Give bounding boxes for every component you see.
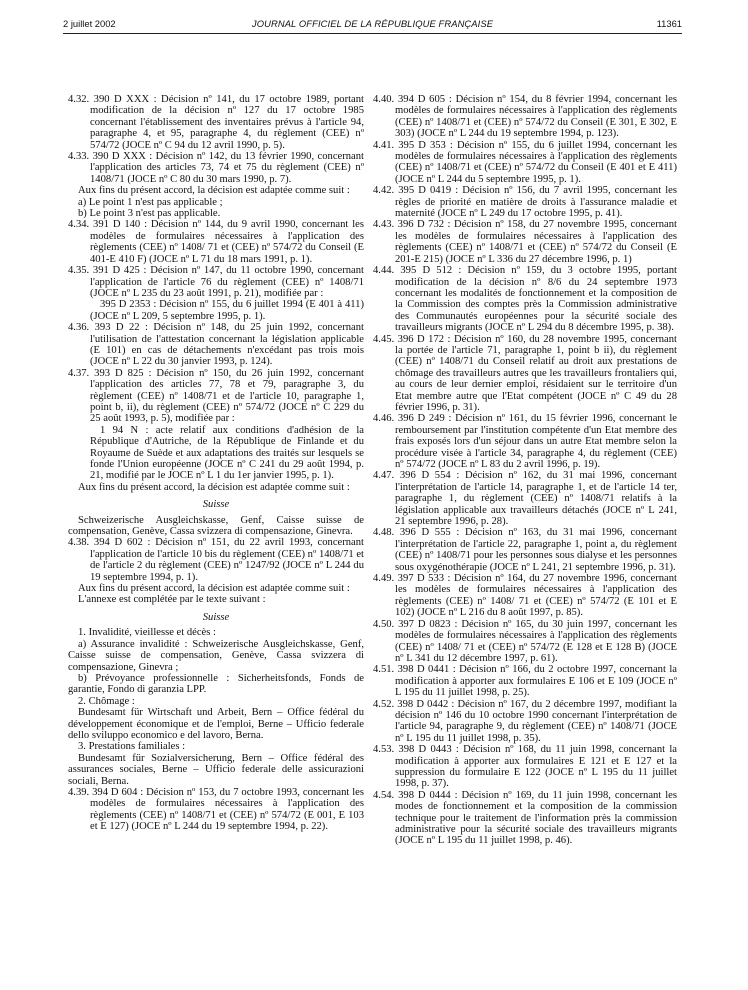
decision-entry: 4.54. 398 D 0444 : Décision nº 169, du 11 juin 1998, concernant les modes de fonctionnement et la composition de la commission technique pour le traitement de l'information près la commission administrative pour la sécurité sociale des travailleurs migrants (JOCE nº L 195 du 11 juillet 1998, p. 46). (373, 789, 677, 847)
decision-entry: 4.40. 394 D 605 : Décision nº 154, du 8 février 1994, concernant les modèles de formulaires nécessaires à l'application des règlements (CEE) nº 1408/71 et (CEE) nº 574/72 du Conseil (E 301, E 302, E 303) (JOCE nº L 244 du 19 septembre 1994, p. 123). (373, 94, 677, 140)
paragraph: a) Assurance invalidité : Schweizerische Ausgleichskasse, Genf, Caisse suisse de compensation, Genève, Cassa svizzera di compensazione, Ginevra ; (68, 638, 364, 673)
header-page-number: 11361 (656, 18, 682, 29)
paragraph: Bundesamt für Wirtschaft und Arbeit, Bern – Office fédéral du développement économique et de l'emploi, Berne – Ufficio federale dello sviluppo economico e del lavoro, Berna. (68, 707, 364, 741)
decision-entry: 4.48. 396 D 555 : Décision nº 163, du 31 mai 1996, concernant l'interprétation de l'article 22, paragraphe 1, point a, du règlement (CEE) nº 1408/71 pour les personnes sous dialyse et les personnes sous oxygénothérapie (JOCE nº L 241, 21 septembre 1996, p. 31). (373, 527, 677, 573)
paragraph: 2. Chômage : (78, 695, 135, 707)
decision-entry: 4.35. 391 D 425 : Décision nº 147, du 11 octobre 1990, concernant l'application de l'article 76 du règlement (CEE) nº 1408/71 (JOCE nº L 235 du 23 août 1991, p. 21), modifiée par : (68, 265, 364, 299)
decision-entry: 4.34. 391 D 140 : Décision nº 144, du 9 avril 1990, concernant les modèles de formulaires nécessaires à l'application des règlements (CEE) nº 1408/ 71 et (CEE) nº 574/72 du Conseil (E 401-E 410 F) (JOCE nº L 71 du 18 mars 1991, p. 1). (68, 219, 364, 265)
left-column (68, 94, 364, 833)
header-title: JOURNAL OFFICIEL DE LA RÉPUBLIQUE FRANÇAISE (251, 18, 494, 29)
page-header (63, 18, 682, 32)
decision-entry: 4.32. 390 D XXX : Décision nº 141, du 17 octobre 1989, portant modification de la décision nº 127 du 17 octobre 1985 concernant l'établissement des inventaires prévus à l'article 94, paragraphe 4, et 95, paragraphe 4, du règlement (CEE) nº 574/72 (JOCE nº C 94 du 12 avril 1990, p. 5). (68, 94, 364, 151)
decision-entry: 4.47. 396 D 554 : Décision nº 162, du 31 mai 1996, concernant l'interprétation de l'article 14, paragraphe 1, et de l'article 14 ter, paragraphe 1, du règlement (CEE) nº 1408/71 relatifs à la législation applicable aux travailleurs détachés (JOCE nº L 241, 21 septembre 1996, p. 28). (373, 470, 677, 528)
paragraph: Aux fins du présent accord, la décision est adaptée comme suit : (78, 481, 350, 493)
paragraph: L'annexe est complétée par le texte suivant : (78, 594, 266, 606)
paragraph: a) Le point 1 n'est pas applicable ; (78, 196, 223, 208)
paragraph: Schweizerische Ausgleichskasse, Genf, Caisse suisse de compensation, Genève, Cassa svizzera di compensazione, Ginevra. (68, 514, 364, 538)
paragraph: b) Prévoyance professionnelle : Sicherheitsfonds, Fonds de garantie, Fondo di garanzia LPP. (68, 672, 364, 696)
decision-entry: 4.49. 397 D 533 : Décision nº 164, du 27 novembre 1996, concernant les modèles de formulaires nécessaires à l'application des règlements (CEE) nº 1408/ 71 et (CEE) nº 574/72 (E 101 et E 102) (JOCE nº L 216 du 8 août 1997, p. 85). (373, 573, 677, 619)
decision-entry: 4.53. 398 D 0443 : Décision nº 168, du 11 juin 1998, concernant la modification à apporter aux formulaires E 121 et E 127 et la suppression du formulaire E 122 (JOCE nº L 195 du 11 juillet 1998, p. 37). (373, 744, 677, 790)
decision-entry: 4.42. 395 D 0419 : Décision nº 156, du 7 avril 1995, concernant les règles de priorité en matière de droits à l'assurance maladie et maternité (JOCE nº L 249 du 17 octobre 1995, p. 41). (373, 185, 677, 220)
section-heading: Suisse (202, 499, 230, 511)
decision-entry: 4.45. 396 D 172 : Décision nº 160, du 28 novembre 1995, concernant la portée de l'article 71, paragraphe 1, point b ii), du règlement (CEE) nº 1408/71 du Conseil relatif au droit aux prestations de chômage des travailleurs autres que les travailleurs frontaliers qui, au cours de leur dernier emploi, résidaient sur le territoire d'un Etat membre autre que l'Etat compétent (JOCE nº C 49 du 28 février 1996, p. 31). (373, 333, 677, 413)
paragraph: Aux fins du présent accord, la décision est adaptée comme suit : (78, 583, 350, 595)
decision-entry: 4.50. 397 D 0823 : Décision nº 165, du 30 juin 1997, concernant les modèles de formulaires nécessaires à l'application des règlements (CEE) nº 1408/ 71 et (CEE) nº 574/72 (E 128 et E 128 B) (JOCE nº L 341 du 12 décembre 1997, p. 61). (373, 618, 677, 664)
decision-entry: 4.43. 396 D 732 : Décision nº 158, du 27 novembre 1995, concernant les modèles de formulaires nécessaires à l'application des règlements (CEE) nº 1408/71 et (CEE) nº 574/72 du Conseil (E 201-E 215) (JOCE nº L 336 du 27 décembre 1996, p. 1) (373, 219, 677, 265)
decision-entry: 4.33. 390 D XXX : Décision nº 142, du 13 février 1990, concernant l'application des articles 73, 74 et 75 du règlement (CEE) nº 1408/71 (JOCE nº C 80 du 30 mars 1990, p. 7). (68, 151, 364, 185)
paragraph: 1 94 N : acte relatif aux conditions d'adhésion de la République d'Autriche, de la République de Finlande et du Royaume de Suède et aux adaptations des traités sur lesquels se fonde l'Union européenne (JOCE nº C 241 du 29 août 1994, p. 21, modifié par le JOCE nº L 1 du 1er janvier 1995, p. 1). (90, 424, 364, 482)
paragraph: Aux fins du présent accord, la décision est adaptée comme suit : (78, 185, 350, 197)
header-rule (63, 33, 682, 34)
decision-entry: 4.51. 398 D 0441 : Décision nº 166, du 2 octobre 1997, concernant la modification à apporter aux formulaires E 106 et E 109 (JOCE nº L 195 du 11 juillet 1998, p. 25). (373, 664, 677, 699)
decision-entry: 4.39. 394 D 604 : Décision nº 153, du 7 octobre 1993, concernant les modèles de formulaires nécessaires à l'application des règlements (CEE) nº 1408/71 et (CEE) nº 574/72 (E 001, E 103 et E 127) (JOCE nº L 244 du 19 septembre 1994, p. 22). (68, 786, 364, 833)
paragraph: Bundesamt für Sozialversicherung, Bern – Office fédéral des assurances sociales, Berne – Ufficio federale delle assicurazioni sociali, Berna. (68, 752, 364, 787)
paragraph: 3. Prestations familiales : (78, 741, 186, 753)
decision-entry: 4.46. 396 D 249 : Décision nº 161, du 15 février 1996, concernant le remboursement par l'institution compétente d'un Etat membre des frais exposés lors d'un séjour dans un autre Etat membre selon la procédure visée à l'article 34, paragraphe 4, du règlement (CEE) nº 574/72 (JOCE nº L 83 du 2 avril 1996, p. 19). (373, 413, 677, 470)
decision-entry: 4.36. 393 D 22 : Décision nº 148, du 25 juin 1992, concernant l'utilisation de l'attestation concernant la législation applicable (E 101) en cas de détachements n'excédant pas trois mois (JOCE nº L 22 du 30 janvier 1993, p. 124). (68, 322, 364, 368)
decision-entry: 4.41. 395 D 353 : Décision nº 155, du 6 juillet 1994, concernant les modèles de formulaires nécessaires à l'application des règlements (CEE) nº 1408/71 et (CEE) nº 574/72 du Conseil (E 401 et E 411) (JOCE nº L 244 du 5 septembre 1995, p. 1). (373, 139, 677, 185)
decision-entry: 4.37. 393 D 825 : Décision nº 150, du 26 juin 1992, concernant l'application des articles 77, 78 et 79, paragraphe 3, du règlement (CEE) nº 1408/71 et de l'article 10, paragraphe 1, point b, ii), du règlement (CEE) nº 574/72 (JOCE nº C 229 du 25 août 1993, p. 5), modifiée par : (68, 367, 364, 425)
paragraph: b) Le point 3 n'est pas applicable. (78, 208, 221, 220)
section-heading: Suisse (202, 611, 230, 623)
header-date: 2 juillet 2002 (63, 18, 116, 29)
paragraph: 395 D 2353 : Décision nº 155, du 6 juillet 1994 (E 401 à 411) (JOCE nº L 209, 5 septembre 1995, p. 1). (90, 299, 364, 322)
decision-entry: 4.38. 394 D 602 : Décision nº 151, du 22 avril 1993, concernant l'application de l'article 10 bis du règlement (CEE) nº 1408/71 et de l'article 2 du règlement (CEE) nº 1247/92 (JOCE nº L 244 du 19 septembre 1994, p. 1). (68, 537, 364, 583)
right-column (373, 94, 677, 847)
decision-entry: 4.44. 395 D 512 : Décision nº 159, du 3 octobre 1995, portant modification de la décision nº 8/6 du 24 septembre 1973 concernant les modalités de fonctionnement et la composition de la Commission des comptes près la Commission administrative des Communautés européennes pour la sécurité sociale des travailleurs migrants (JOCE nº L 294 du 8 décembre 1995, p. 38). (373, 265, 677, 334)
paragraph: 1. Invalidité, vieillesse et décès : (78, 627, 216, 639)
decision-entry: 4.52. 398 D 0442 : Décision nº 167, du 2 décembre 1997, modifiant la décision nº 146 du 10 octobre 1990 concernant l'interprétation de l'article 94, paragraphe 9, du règlement (CEE) nº 1408/71 (JOCE nº L 195 du 11 juillet 1998, p. 35). (373, 698, 677, 744)
